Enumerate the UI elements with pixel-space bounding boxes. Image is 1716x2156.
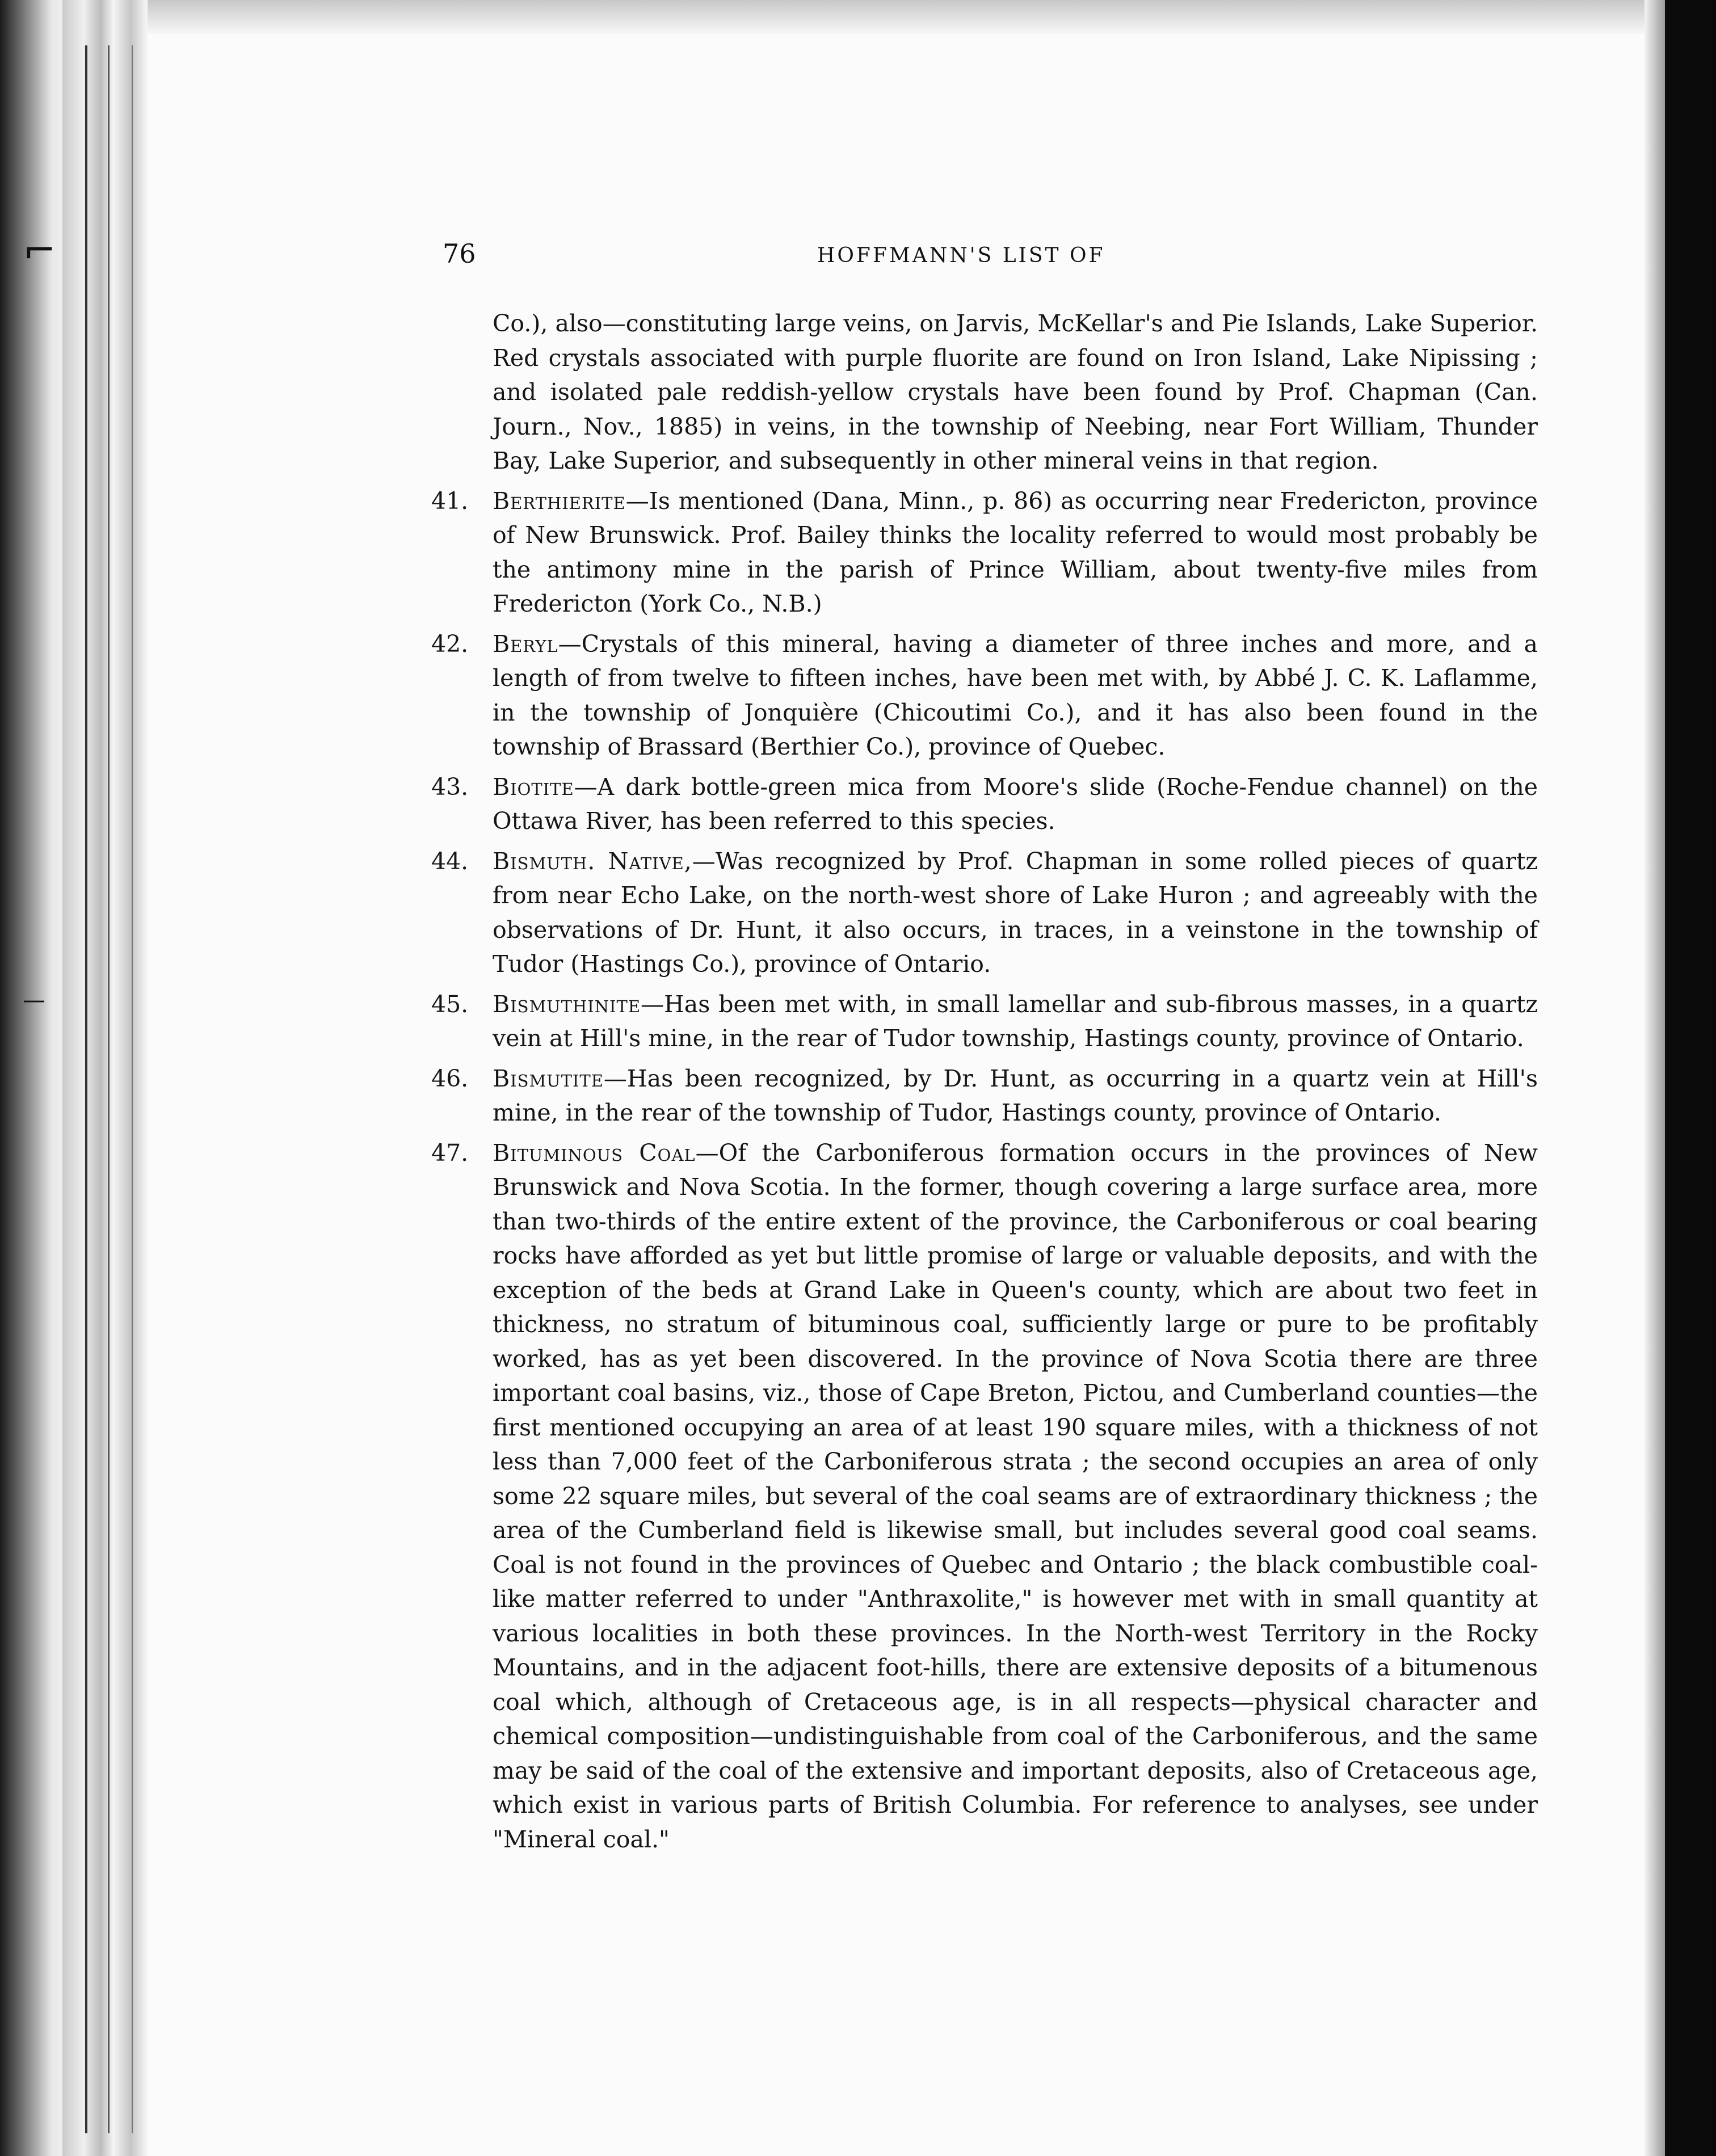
mineral-entry [431, 1136, 1538, 1857]
page-edge-line [108, 45, 110, 2133]
entry-term: Bismuth. Native, [493, 847, 692, 875]
continued-paragraph [431, 306, 1538, 478]
mineral-entry [431, 1062, 1538, 1130]
margin-mark: ⌐ [23, 227, 56, 273]
entry-text: —Is mentioned (Dana, Minn., p. 86) as occurring near Fredericton, province of New Brunswick. Prof. Bailey thinks the locality referred to would most probably be the antimony mine in the parish of Prince William, about twenty-five miles from Fredericton (York Co., N.B.) [493, 487, 1538, 617]
entry-text: —Has been met with, in small lamellar and sub-fibrous masses, in a quartz vein at Hill's mine, in the rear of Tudor township, Hastings county, province of Ontario. [493, 990, 1538, 1052]
entry-term: Bismutite [493, 1064, 604, 1092]
entry-text: —Has been recognized, by Dr. Hunt, as occurring in a quartz vein at Hill's mine, in the rear of the township of Tudor, Hastings county, province of Ontario. [493, 1064, 1538, 1126]
mineral-entry [431, 627, 1538, 764]
top-shadow [0, 0, 1716, 34]
page-edge-line [85, 45, 87, 2133]
entry-text: —Was recognized by Prof. Chapman in some rolled pieces of quartz from near Echo Lake, on the north-west shore of Lake Huron ; and agreeably with the observations of Dr. Hunt, it also occurs, in traces, in a veinstone in the township of Tudor (Hastings Co.), province of Ontario. [493, 847, 1538, 978]
entry-text: —Crystals of this mineral, having a diameter of three inches and more, and a length of from twelve to fifteen inches, have been met with, by Abbé J. C. K. Laflamme, in the township of Jonquière (Chicoutimi Co.), and it has also been found in the township of Brassard (Berthier Co.), province of Quebec. [493, 630, 1538, 760]
entry-text: Co.), also—constituting large veins, on Jarvis, McKellar's and Pie Islands, Lake Superior. Red crystals associated with purple fluorite are found on Iron Island, Lake Nipissing ; and isolated pale reddish-yellow crystals have been found by Prof. Chapman (Can. Journ., Nov., 1885) in veins, in the township of Neebing, near Fort William, Thunder Bay, Lake Superior, and subsequently in other mineral veins in that region. [493, 310, 1538, 474]
entry-term: Berthierite [493, 487, 626, 515]
page-header [443, 238, 1543, 284]
entry-number: 42. [431, 630, 469, 658]
entry-text: —A dark bottle-green mica from Moore's slide (Roche-Fendue channel) on the Ottawa River, has been referred to this species. [493, 773, 1538, 835]
entry-term: Bituminous Coal [493, 1139, 696, 1167]
entry-number: 44. [431, 847, 469, 875]
entry-number: 46. [431, 1064, 469, 1092]
entry-term: Bismuthinite [493, 990, 641, 1018]
entry-number: 41. [431, 487, 469, 515]
mineral-entry [431, 987, 1538, 1056]
entry-term: Biotite [493, 773, 574, 801]
entry-text: —Of the Carboniferous formation occurs in the provinces of New Brunswick and Nova Scotia. In the former, though covering a large surface area, more than two-thirds of the entire extent of the province, the Carboniferous or coal bearing rocks have afforded as yet but little promise of large or valuable deposits, and with the exception of the beds at Grand Lake in Queen's county, which are about two feet in thickness, no stratum of bituminous coal, sufficiently large or pure to be profitably worked, has as yet been discovered. In the province of Nova Scotia there are three important coal basins, viz., those of Cape Breton, Pictou, and Cumberland counties—the first mentioned occupying an area of at least 190 square miles, with a thickness of not less than 7,000 feet of the Carboniferous strata ; the second occupies an area of only some 22 square miles, but several of the coal seams are of extraordinary thickness ; the area of the Cumberland field is likewise small, but includes several good coal seams. Coal is not found in the provinces of Quebec and Ontario ; the black combustible coal-like matter referred to under "Anthraxolite," is however met with in small quantity at various localities in both these provinces. In the North-west Territory in the Rocky Mountains, and in the adjacent foot-hills, there are extensive deposits of a bitumenous coal which, although of Cretaceous age, is in all respects—physical character and chemical composition—undistinguishable from coal of the Carboniferous, and the same may be said of the coal of the extensive and important deposits, also of Cretaceous age, which exist in various parts of British Columbia. For reference to analyses, see under "Mineral coal." [493, 1139, 1538, 1853]
page-body [431, 306, 1538, 1862]
page-edge-line [132, 45, 133, 2133]
right-dark-margin [1665, 0, 1716, 2156]
entry-number: 47. [431, 1139, 469, 1167]
page-binding-edges [62, 0, 148, 2156]
page-number: 76 [443, 238, 476, 269]
mineral-entry [431, 844, 1538, 982]
mineral-entry [431, 484, 1538, 621]
margin-mark: — [23, 987, 45, 1013]
mineral-entry [431, 770, 1538, 839]
right-edge-shadow [1644, 0, 1665, 2156]
entry-term: Beryl [493, 630, 558, 658]
running-title: HOFFMANN'S LIST OF [817, 244, 1105, 267]
entry-number: 43. [431, 773, 469, 801]
entry-number: 45. [431, 990, 469, 1018]
